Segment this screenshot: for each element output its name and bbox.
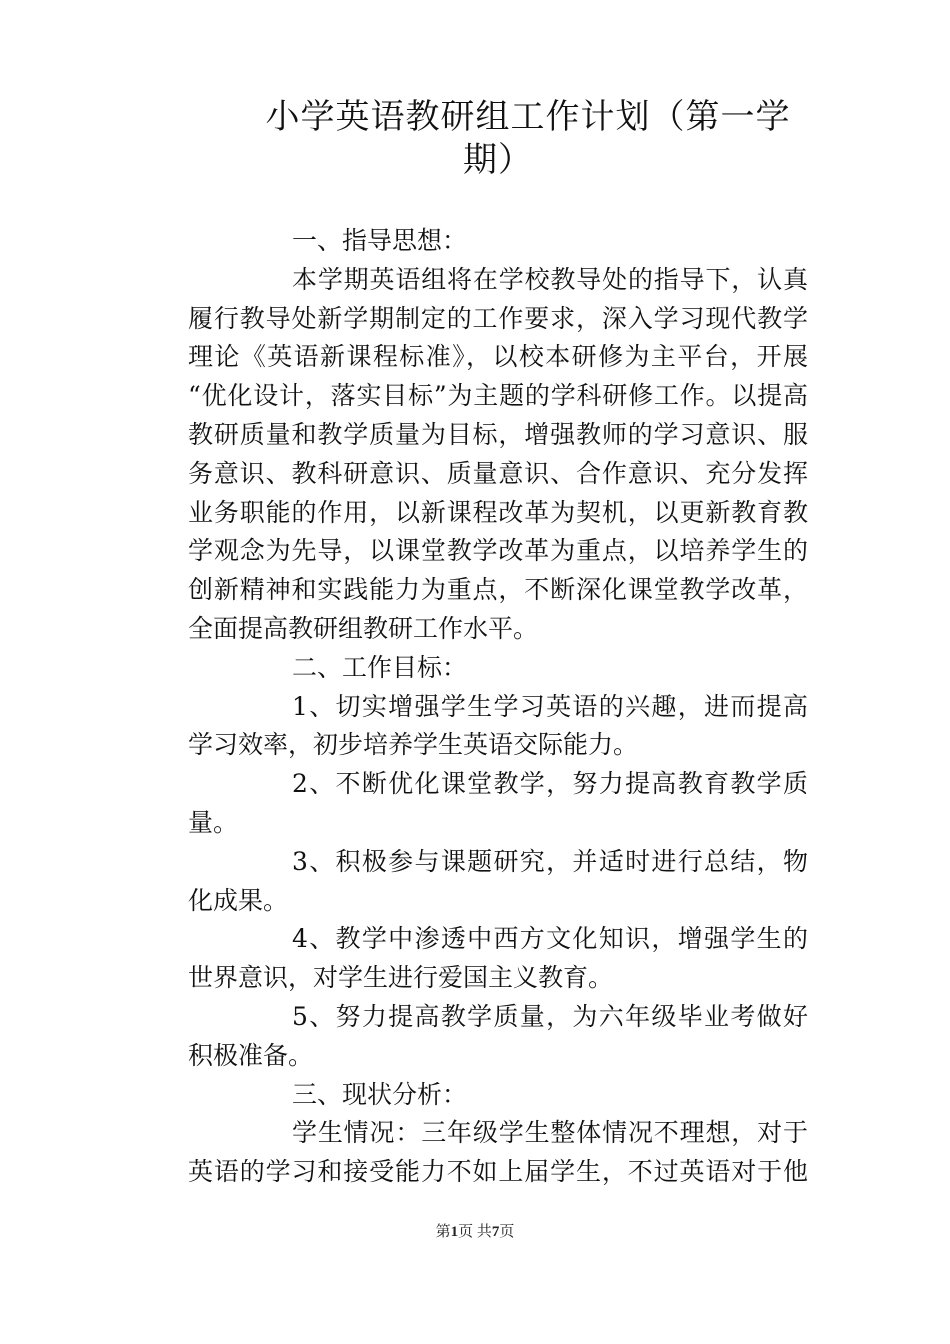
paragraph-last-line: 学习效率，初步培养学生英语交际能力。	[188, 730, 639, 760]
paragraph-first-line: 2、不断优化课堂教学，努力提高教育教学质	[292, 769, 808, 799]
paragraph-first-line: 3、积极参与课题研究，并适时进行总结，物	[292, 846, 808, 876]
paragraph-line: “优化设计，落实目标”为主题的学科研修工作。以提高	[188, 381, 808, 411]
paragraph-line: 学观念为先导，以课堂教学改革为重点，以培养学生的	[188, 536, 808, 566]
paragraph-line: 业务职能的作用，以新课程改革为契机，以更新教育教	[188, 497, 808, 527]
document-body	[188, 222, 808, 1192]
paragraph-last-line: 积极准备。	[188, 1040, 314, 1070]
footer-page-total: 7	[491, 1224, 500, 1240]
footer-middle: 页 共	[458, 1224, 492, 1240]
paragraph-line: 履行教导处新学期制定的工作要求，深入学习现代教学	[188, 303, 808, 333]
paragraph-first-line: 本学期英语组将在学校教导处的指导下，认真	[292, 264, 808, 294]
section-heading: 一、指导思想：	[292, 226, 468, 255]
paragraph-first-line: 5、努力提高教学质量，为六年级毕业考做好	[292, 1001, 808, 1031]
paragraph-last-line: 化成果。	[188, 885, 289, 915]
footer-page-number: 1	[450, 1224, 459, 1240]
footer-prefix: 第	[435, 1224, 451, 1240]
paragraph-line: 理论《英语新课程标准》，以校本研修为主平台，开展	[188, 342, 808, 372]
paragraph-last-line: 量。	[188, 807, 239, 837]
section-heading: 二、工作目标：	[292, 652, 468, 682]
document-title-line-1: 小学英语教研组工作计划（第一学	[265, 97, 791, 137]
paragraph-line: 务意识、教科研意识、质量意识、合作意识、充分发挥	[188, 458, 808, 488]
paragraph-last-line: 全面提高教研组教研工作水平。	[188, 613, 539, 643]
paragraph-line: 英语的学习和接受能力不如上届学生，不过英语对于他	[188, 1157, 808, 1187]
document-title-line-2: 期）	[463, 140, 533, 180]
paragraph-first-line: 1、切实增强学生学习英语的兴趣，进而提高	[292, 691, 808, 721]
paragraph-first-line: 学生情况：三年级学生整体情况不理想，对于	[292, 1118, 808, 1148]
paragraph-line: 教研质量和教学质量为目标，增强教师的学习意识、服	[188, 419, 808, 449]
paragraph-first-line: 4、教学中渗透中西方文化知识，增强学生的	[292, 924, 808, 954]
page-footer	[0, 1222, 950, 1242]
footer-suffix: 页	[499, 1224, 515, 1240]
paragraph-line: 创新精神和实践能力为重点，不断深化课堂教学改革，	[188, 575, 808, 605]
section-heading: 三、现状分析：	[292, 1079, 468, 1109]
paragraph-last-line: 世界意识，对学生进行爱国主义教育。	[188, 963, 614, 993]
